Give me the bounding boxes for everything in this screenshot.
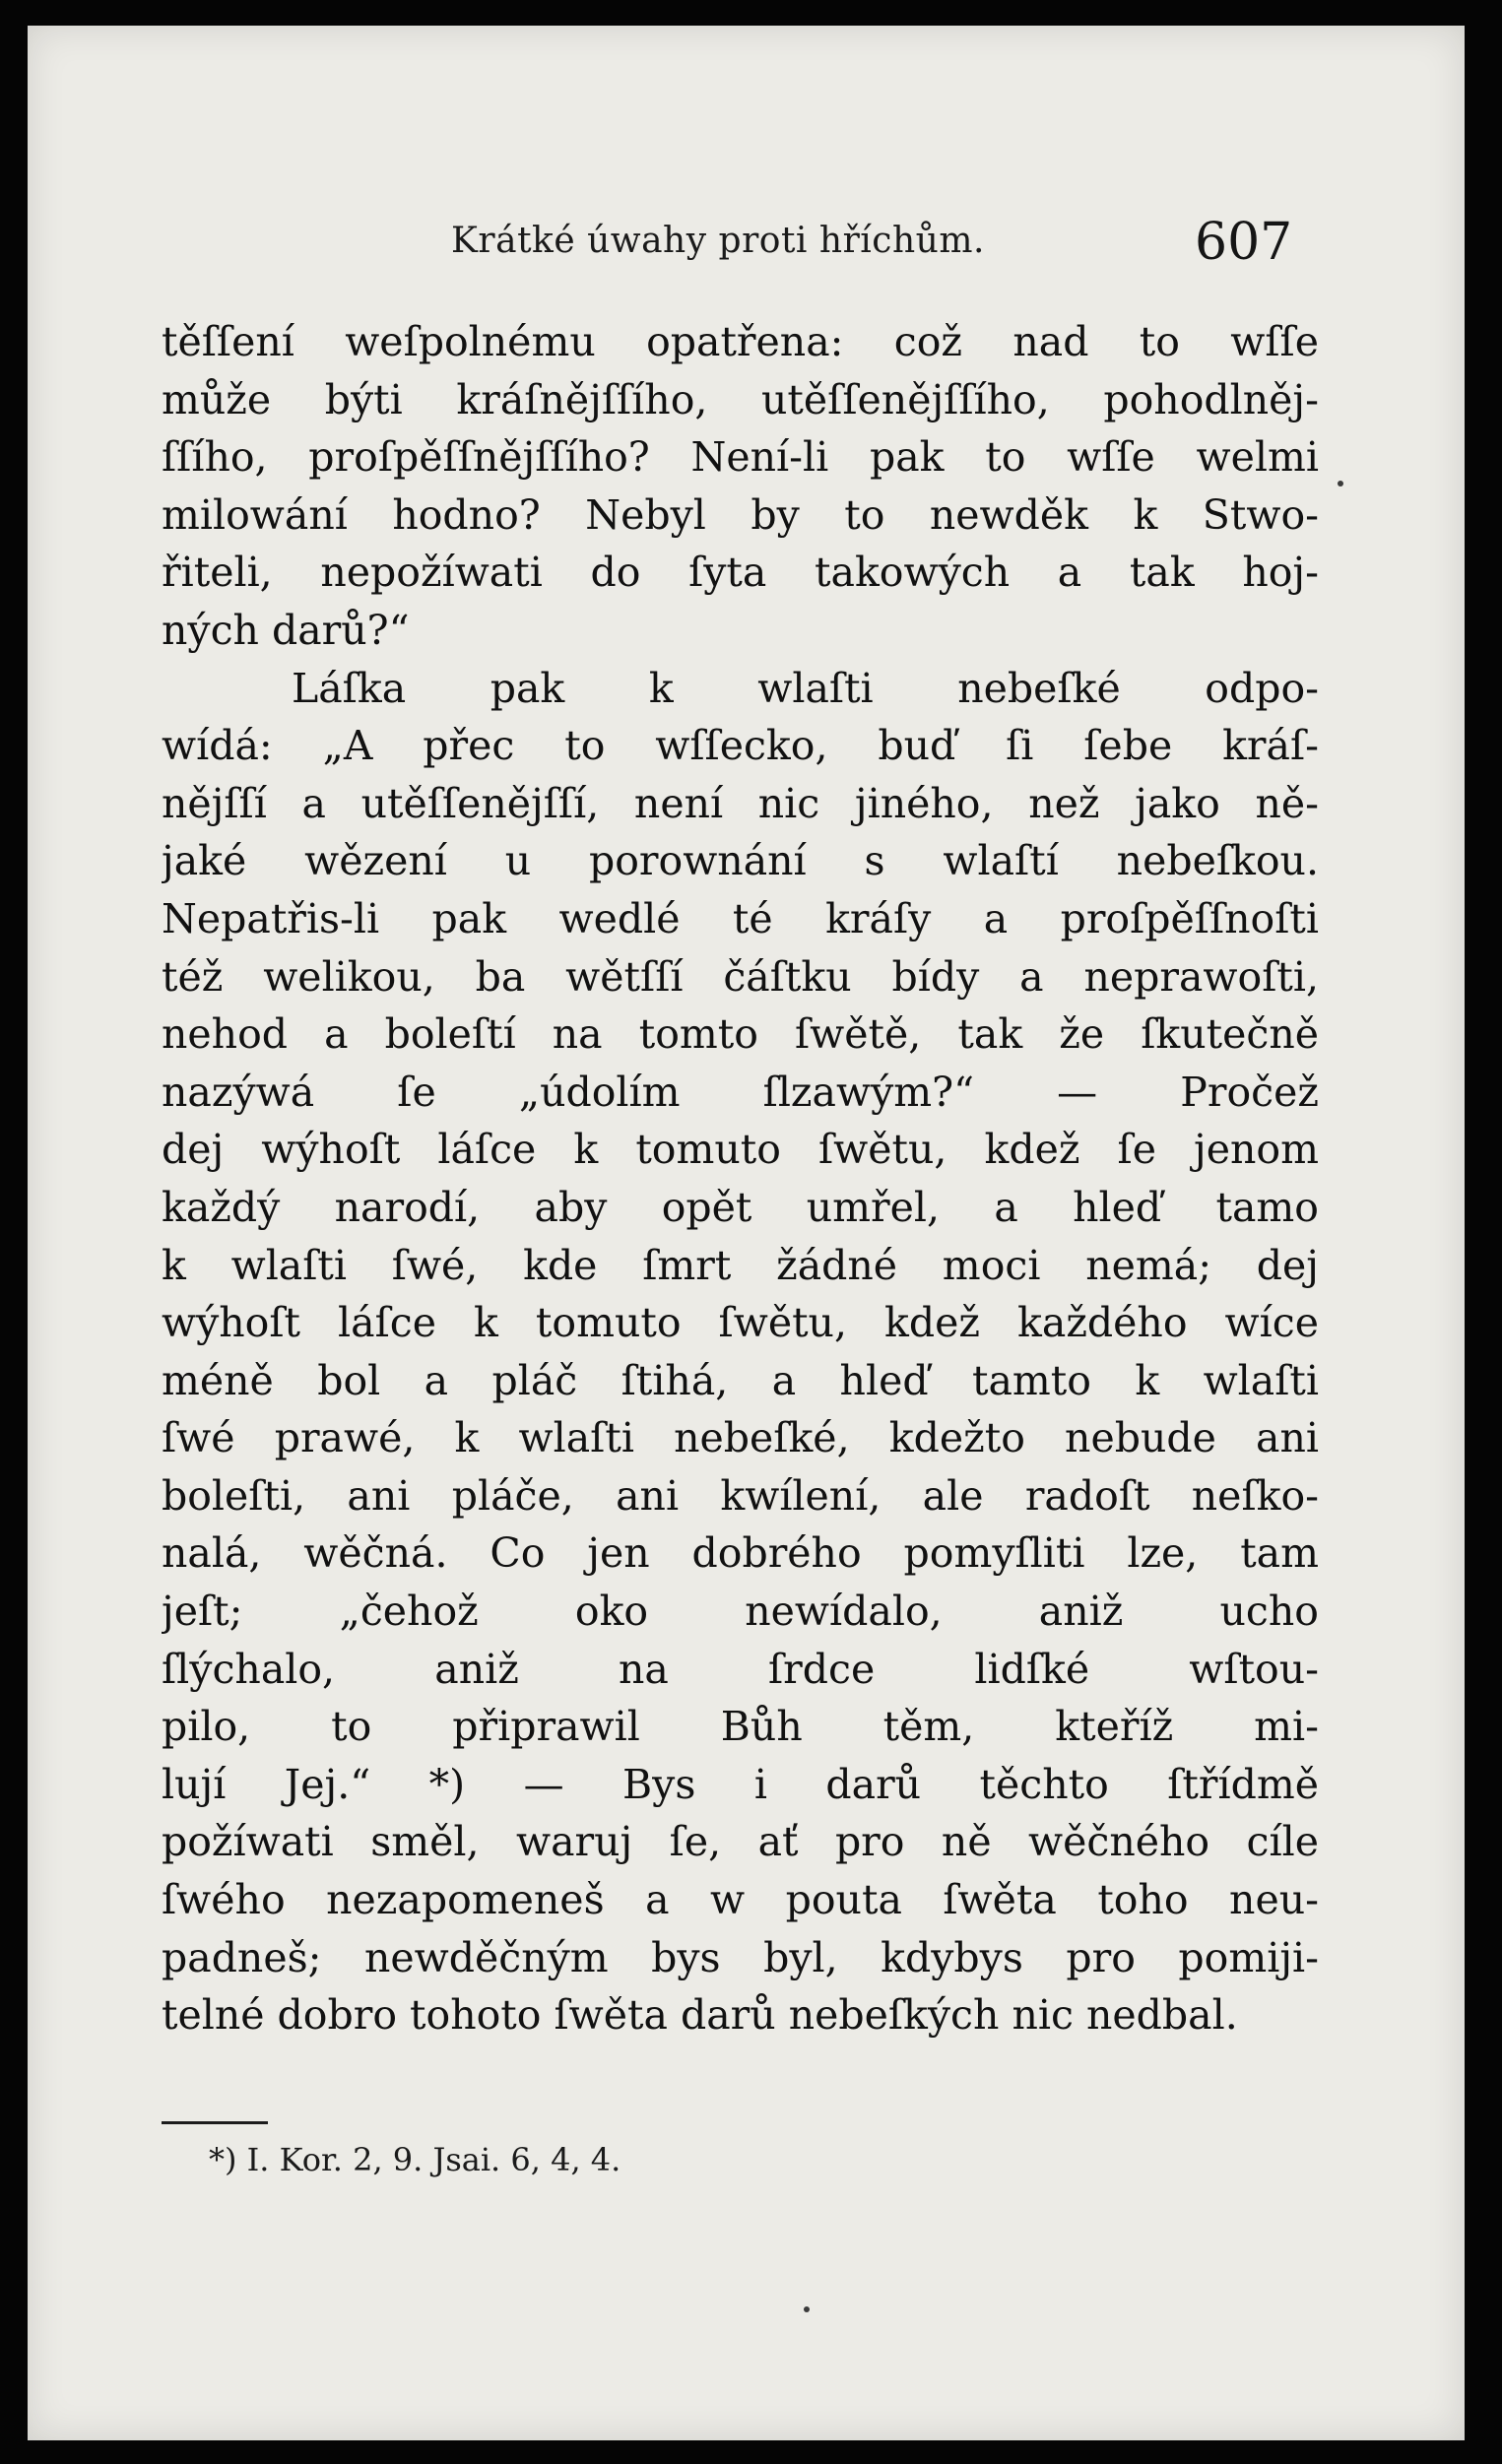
paper-speck xyxy=(1338,481,1343,486)
text-line: wídá: „A přec to wſſecko, buď ſi ſebe kráſ- xyxy=(162,722,1319,770)
text-line: Láſka pak k wlaſti nebeſké odpo- xyxy=(292,664,1319,712)
text-line: padneš; newděčným bys byl, kdybys pro pomiji- xyxy=(162,1933,1319,1981)
footnote: *) I. Kor. 2, 9. Jsai. 6, 4, 4. xyxy=(209,2141,621,2178)
text-line: požíwati směl, waruj ſe, ať pro ně wěčného cíle xyxy=(162,1818,1319,1866)
text-line: wýhoſt láſce k tomuto ſwětu, kdež každého wíce xyxy=(162,1299,1319,1347)
text-line: těſſení weſpolnému opatřena: což nad to wſſe xyxy=(162,318,1319,365)
text-line: boleſti, ani pláče, ani kwílení, ale radoſt neſko- xyxy=(162,1471,1319,1520)
book-page xyxy=(28,26,1465,2440)
text-line: ſlýchalo, aniž na ſrdce lidſké wſtou- xyxy=(162,1645,1319,1693)
text-line: ſwého nezapomeneš a w pouta ſwěta toho neu- xyxy=(162,1876,1319,1924)
text-line: ných darů?“ xyxy=(162,606,410,654)
text-line: telné dobro tohoto ſwěta darů nebeſkých nic nedbal. xyxy=(162,1991,1238,2040)
footnote-rule xyxy=(162,2121,268,2124)
page-header xyxy=(28,213,1465,282)
text-line: nazýwá ſe „údolím ſlzawým?“ — Pročež xyxy=(162,1068,1319,1116)
text-line: nehod a boleſtí na tomto ſwětě, tak že ſkutečně xyxy=(162,1010,1319,1059)
text-line: jaké wězení u porownání s wlaſtí nebeſkou. xyxy=(162,837,1319,885)
paper-speck xyxy=(804,2306,810,2312)
text-line: ſſího, proſpěſſnějſſího? Není-li pak to wſſe welmi xyxy=(162,433,1319,482)
text-line: méně bol a pláč ſtihá, a hleď tamto k wlaſti xyxy=(162,1356,1319,1404)
text-line: milowání hodno? Nebyl by to newděk k Stwo- xyxy=(162,490,1319,539)
text-line: nějſſí a utěſſenějſſí, není nic jiného, než jako ně- xyxy=(162,779,1319,827)
text-line: řiteli, nepožíwati do ſyta takowých a tak hoj- xyxy=(162,549,1319,597)
text-line: Nepatřis-li pak wedlé té kráſy a proſpěſſnoſti xyxy=(162,894,1319,942)
text-line: může býti kráſnějſſího, utěſſenějſſího, pohodlněj- xyxy=(162,375,1319,423)
body-text xyxy=(162,313,1319,2044)
text-line: nalá, wěčná. Co jen dobrého pomyſliti lze, tam xyxy=(162,1529,1319,1578)
text-line: k wlaſti ſwé, kde ſmrt žádné moci nemá; dej xyxy=(162,1241,1319,1289)
text-line: též welikou, ba wětſſí čáſtku bídy a neprawoſti, xyxy=(162,952,1319,1001)
text-line: každý narodí, aby opět umřel, a hleď tamo xyxy=(162,1183,1319,1231)
text-line: lují Jej.“ *) — Bys i darů těchto ſtřídmě xyxy=(162,1760,1319,1808)
text-line: dej wýhoſt láſce k tomuto ſwětu, kdež ſe jenom xyxy=(162,1126,1319,1174)
text-line: ſwé prawé, k wlaſti nebeſké, kdežto nebude ani xyxy=(162,1414,1319,1462)
text-line: jeſt; „čehož oko newídalo, aniž ucho xyxy=(162,1588,1319,1636)
text-line: pilo, to připrawil Bůh těm, kteříž mi- xyxy=(162,1703,1319,1751)
running-head: Krátké úwahy proti hříchům. xyxy=(451,221,985,261)
page-number: 607 xyxy=(1195,213,1293,272)
